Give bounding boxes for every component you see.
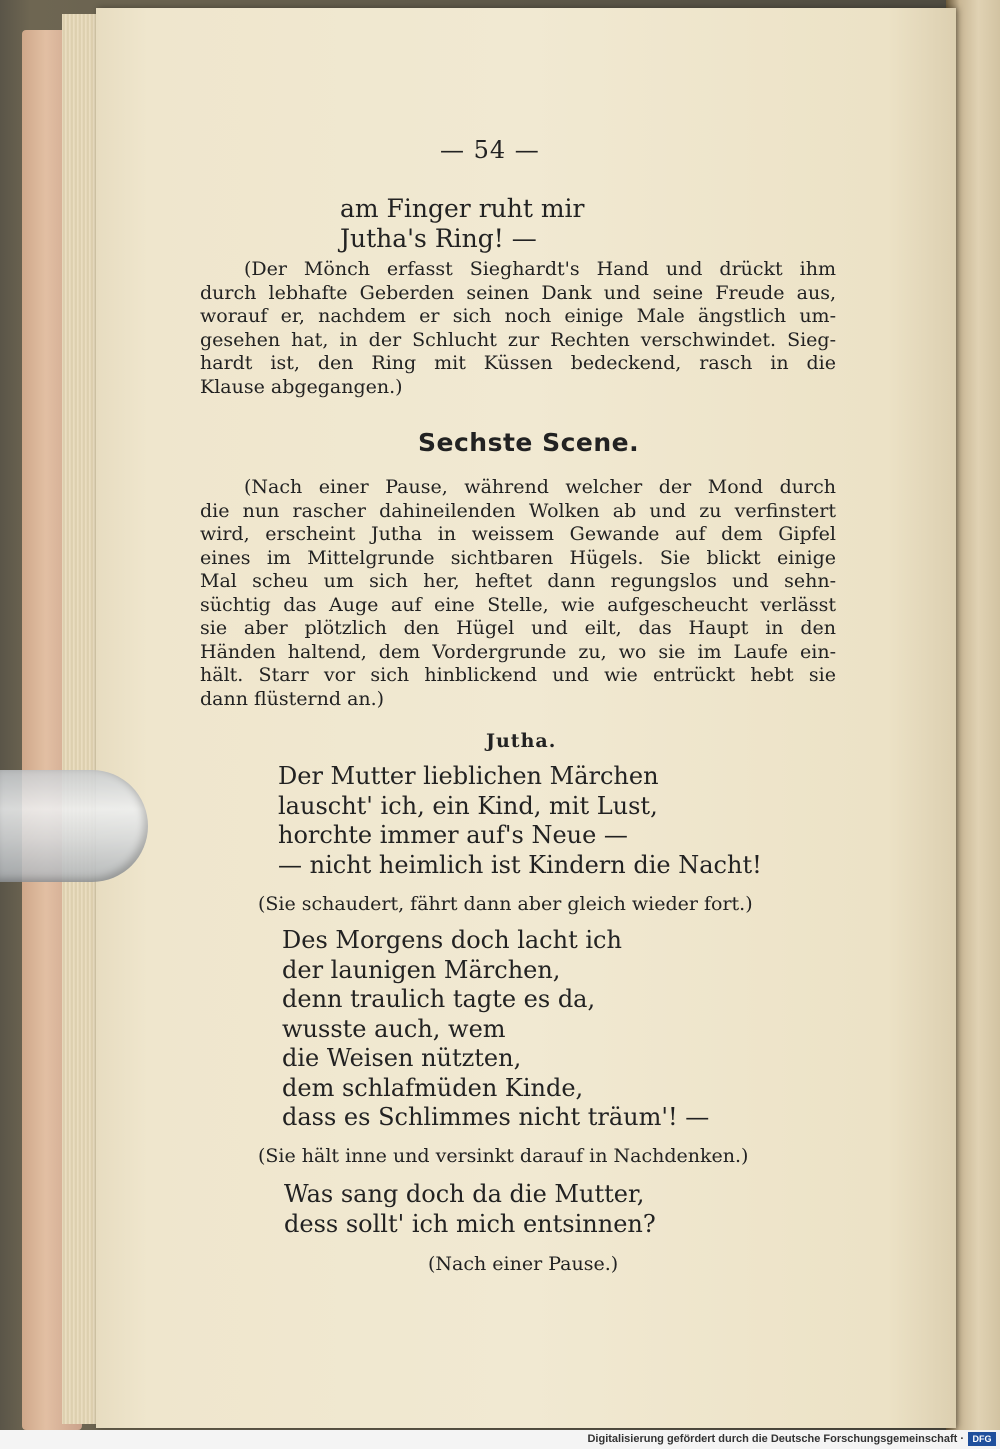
verse-line: wusste auch, wem [282, 1014, 506, 1043]
stage-line: (Nach einer Pause, während welcher der Mond durch [244, 476, 836, 498]
verse-line: der launigen Märchen, [282, 955, 561, 984]
verse-line: Der Mutter lieblichen Märchen [278, 762, 659, 790]
verse-line: lauscht' ich, ein Kind, mit Lust, [278, 791, 658, 820]
stage-line: Händen haltend, dem Vordergrunde zu, wo sie im Laufe ein- [200, 640, 836, 663]
verse-line: dess sollt' ich mich entsinnen? [284, 1209, 656, 1238]
stage-line: worauf er, nachdem er sich noch einige Male ängstlich um- [200, 305, 836, 327]
verse-line: am Finger ruht mir [340, 194, 585, 223]
stage-line: durch lebhafte Geberden seinen Dank und seine Freude aus, [200, 281, 836, 304]
stage-line: wird, erscheint Jutha in weissem Gewande auf dem Gipfel [200, 523, 836, 545]
verse-line: denn traulich tagte es da, [282, 985, 596, 1013]
stage-line: eines im Mittelgrunde sichtbaren Hügels. Sie blickt einige [200, 546, 836, 569]
footer-credit: Digitalisierung gefördert durch die Deutsche Forschungsgemeinschaft · [587, 1433, 964, 1445]
stage-line: Mal scheu um sich her, heftet dann regungslos und sehn- [200, 570, 836, 592]
stage-line: sie aber plötzlich den Hügel und eilt, das Haupt in den [200, 617, 836, 639]
stage-direction-paren: (Sie hält inne und versinkt darauf in Nachdenken.) [258, 1145, 749, 1167]
dfg-logo: DFG [968, 1432, 996, 1446]
verse-line: dem schlafmüden Kinde, [282, 1073, 584, 1102]
glass-page-weight [0, 770, 148, 882]
stage-line: die nun rascher dahineilenden Wolken ab und zu verfinstert [200, 499, 836, 522]
verse-line: dass es Schlimmes nicht träum'! — [282, 1103, 710, 1131]
stage-direction-paren: (Nach einer Pause.) [428, 1253, 619, 1275]
scene-title: Sechste Scene. [418, 428, 640, 457]
page-number: — 54 — [440, 136, 540, 164]
verse-block-c [284, 1180, 656, 1239]
verse-block-b [282, 926, 709, 1133]
speaker-name: Jutha. [486, 730, 557, 752]
stage-direction-2 [200, 476, 836, 711]
stage-direction-paren: (Sie schaudert, fährt dann aber gleich wieder fort.) [258, 893, 753, 915]
verse-line: horchte immer auf's Neue — [278, 821, 628, 849]
stage-line: dann flüsternd an.) [200, 687, 385, 710]
stage-direction-1 [200, 258, 836, 399]
verse-line: Was sang doch da die Mutter, [284, 1180, 645, 1208]
stage-line: Klause abgegangen.) [200, 375, 403, 398]
verse-line: die Weisen nützten, [282, 1044, 522, 1072]
verse-line: — nicht heimlich ist Kindern die Nacht! [278, 850, 762, 879]
stage-line: hardt ist, den Ring mit Küssen bedeckend, rasch in die [200, 352, 836, 374]
stage-line: (Der Mönch erfasst Sieghardt's Hand und drückt ihm [244, 258, 836, 280]
stage-line: hält. Starr vor sich hinblickend und wie entrückt hebt sie [200, 664, 836, 686]
verse-block-a [278, 762, 762, 880]
stage-line: gesehen hat, in der Schlucht zur Rechten verschwindet. Sieg- [200, 328, 836, 351]
verse-line: Jutha's Ring! — [340, 224, 537, 253]
verse-line: Des Morgens doch lacht ich [282, 926, 622, 954]
digitization-footer [0, 1430, 1000, 1449]
stage-line: süchtig das Auge auf eine Stelle, wie aufgescheucht verlässt [200, 593, 836, 616]
